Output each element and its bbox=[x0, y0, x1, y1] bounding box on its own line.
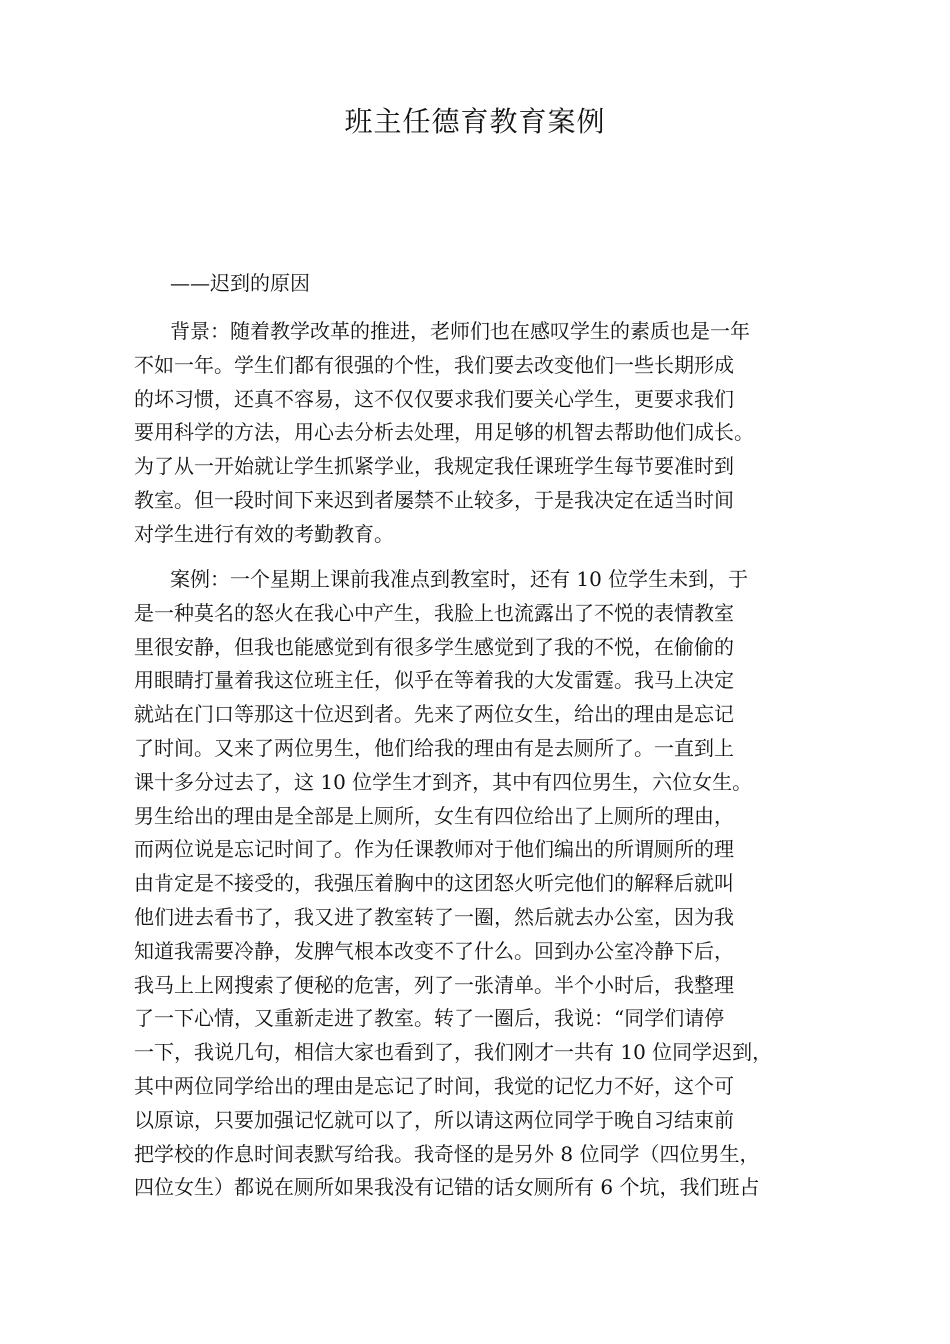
paragraph-line: 课十多分过去了，这 10 位学生才到齐，其中有四位男生，六位女生。 bbox=[134, 769, 753, 794]
paragraph-line: 我马上上网搜索了便秘的危害，列了一张清单。半个小时后，我整理 bbox=[134, 972, 734, 997]
document-subtitle: ——迟到的原因 bbox=[170, 271, 310, 295]
paragraph-line: 四位女生）都说在厕所如果我没有记错的话女厕所有 6 个坑，我们班占 bbox=[134, 1175, 760, 1200]
case-paragraph bbox=[134, 563, 834, 1205]
paragraph-line: 对学生进行有效的考勤教育。 bbox=[134, 521, 394, 546]
paragraph-line: 而两位说是忘记时间了。作为任课教师对于他们编出的所谓厕所的理 bbox=[134, 837, 734, 862]
paragraph-line: 男生给出的理由是全部是上厕所，女生有四位给出了上厕所的理由， bbox=[134, 803, 734, 828]
paragraph-line: 里很安静，但我也能感觉到有很多学生感觉到了我的不悦，在偷偷的 bbox=[134, 634, 734, 659]
paragraph-line: 以原谅，只要加强记忆就可以了，所以请这两位同学于晚自习结束前 bbox=[134, 1107, 734, 1132]
paragraph-line: 教室。但一段时间下来迟到者屡禁不止较多，于是我决定在适当时间 bbox=[134, 487, 734, 512]
paragraph-line: 不如一年。学生们都有很强的个性，我们要去改变他们一些长期形成 bbox=[134, 352, 734, 377]
paragraph-line: 就站在门口等那这十位迟到者。先来了两位女生，给出的理由是忘记 bbox=[134, 702, 734, 727]
paragraph-line: 案例：一个星期上课前我准点到教室时，还有 10 位学生未到，于 bbox=[170, 567, 749, 591]
paragraph-line: 用眼睛打量着我这位班主任，似乎在等着我的大发雷霆。我马上决定 bbox=[134, 668, 734, 693]
paragraph-line: 由肯定是不接受的，我强压着胸中的这团怒火听完他们的解释后就叫 bbox=[134, 871, 734, 896]
paragraph-line: 知道我需要冷静，发脾气根本改变不了什么。回到办公室冷静下后， bbox=[134, 938, 734, 963]
background-paragraph bbox=[134, 315, 834, 552]
paragraph-line: 把学校的作息时间表默写给我。我奇怪的是另外 8 位同学（四位男生， bbox=[134, 1141, 760, 1166]
paragraph-line: 的坏习惯，还真不容易，这不仅仅要求我们要关心学生，更要求我们 bbox=[134, 386, 734, 411]
paragraph-line: 是一种莫名的怒火在我心中产生，我脸上也流露出了不悦的表情教室 bbox=[134, 600, 734, 625]
paragraph-line: 了时间。又来了两位男生，他们给我的理由有是去厕所了。一直到上 bbox=[134, 735, 734, 760]
document-title: 班主任德育教育案例 bbox=[344, 105, 606, 138]
paragraph-line: 他们进去看书了，我又进了教室转了一圈，然后就去办公室，因为我 bbox=[134, 904, 734, 929]
paragraph-line: 要用科学的方法，用心去分析去处理，用足够的机智去帮助他们成长。 bbox=[134, 420, 754, 445]
paragraph-line: 背景：随着教学改革的推进，老师们也在感叹学生的素质也是一年 bbox=[170, 319, 750, 343]
paragraph-line: 了一下心情，又重新走进了教室。转了一圈后，我说：“同学们请停 bbox=[134, 1006, 725, 1031]
paragraph-line: 为了从一开始就让学生抓紧学业，我规定我任课班学生每节要准时到 bbox=[134, 454, 734, 479]
paragraph-line: 一下，我说几句，相信大家也看到了，我们刚才一共有 10 位同学迟到， bbox=[134, 1040, 773, 1065]
paragraph-line: 其中两位同学给出的理由是忘记了时间，我觉的记忆力不好，这个可 bbox=[134, 1073, 734, 1098]
